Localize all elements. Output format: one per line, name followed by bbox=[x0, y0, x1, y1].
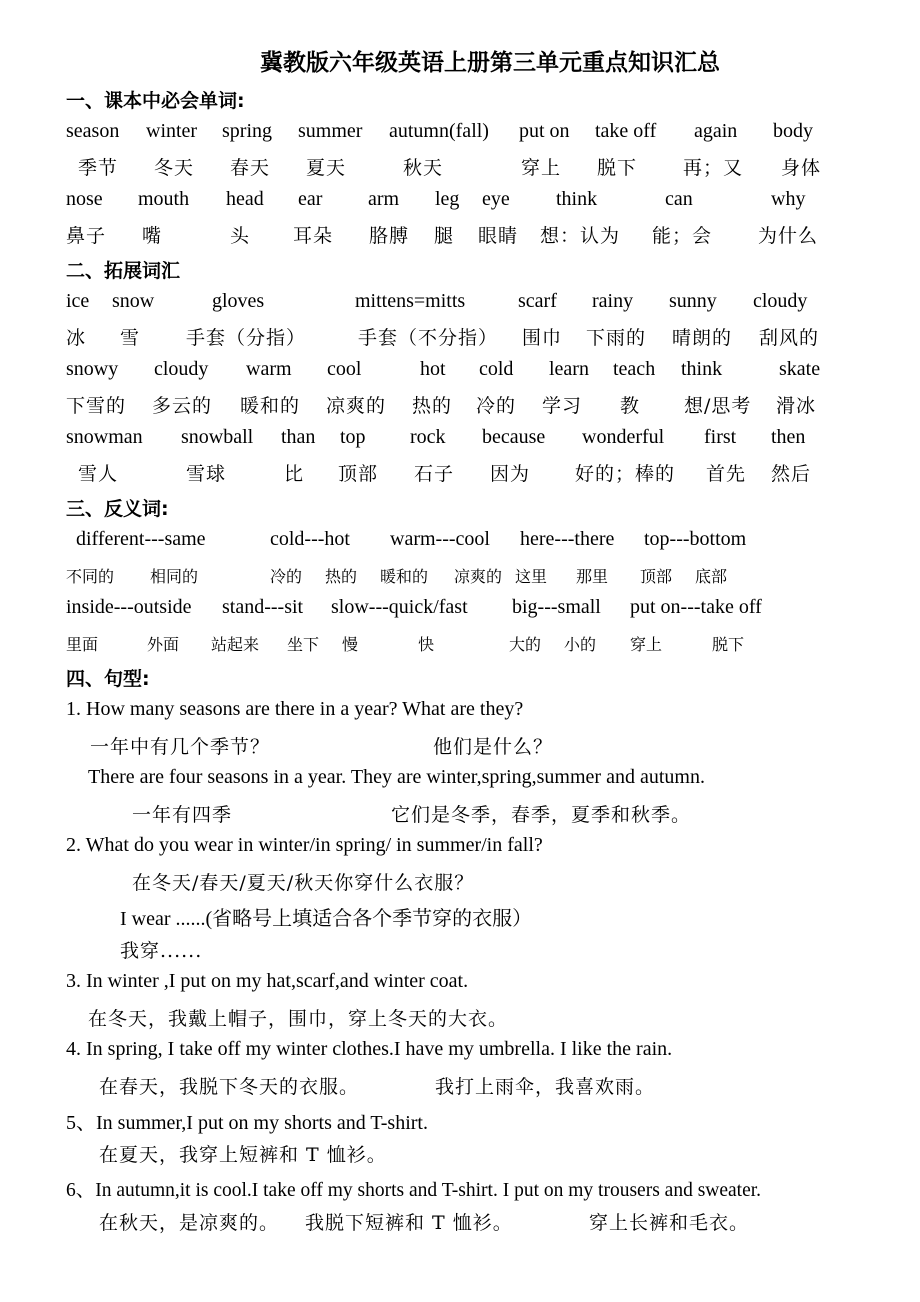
translation: 因为 bbox=[490, 463, 531, 485]
vocab2-zh-row-1 bbox=[0, 323, 920, 353]
antonyms-en-row-2 bbox=[0, 596, 920, 626]
translation: 顶部 bbox=[640, 567, 673, 586]
translation: 手套（分指） bbox=[186, 327, 307, 349]
word: season bbox=[66, 120, 120, 142]
word: why bbox=[771, 188, 806, 210]
translation: 雪人 bbox=[78, 463, 119, 485]
translation: 腿 bbox=[434, 225, 455, 247]
vocab2-en-row-2 bbox=[0, 358, 920, 388]
translation: 里面 bbox=[66, 635, 99, 654]
translation: 外面 bbox=[147, 635, 180, 654]
translation: 那里 bbox=[576, 567, 609, 586]
word: winter bbox=[146, 120, 198, 142]
antonym-pair: put on---take off bbox=[630, 596, 762, 618]
sentence-4-zh-b: 我打上雨伞，我喜欢雨。 bbox=[435, 1076, 656, 1098]
word: again bbox=[694, 120, 738, 142]
sentence-6-zh-b: 我脱下短裤和 T 恤衫。 bbox=[305, 1212, 513, 1234]
translation: 比 bbox=[284, 463, 305, 485]
word: cold bbox=[479, 358, 514, 380]
translation: 冰 bbox=[66, 327, 87, 349]
word: sunny bbox=[669, 290, 717, 312]
word: mittens=mitts bbox=[355, 290, 466, 312]
vocab2-en-row-1 bbox=[0, 290, 920, 320]
translation: 站起来 bbox=[211, 635, 260, 654]
translation: 底部 bbox=[695, 567, 728, 586]
translation: 嘴 bbox=[142, 225, 163, 247]
antonym-pair: here---there bbox=[520, 528, 615, 550]
word: than bbox=[281, 426, 316, 448]
sentence-2-answer: I wear ......(省略号上填适合各个季节穿的衣服） bbox=[120, 908, 533, 930]
translation: 顶部 bbox=[338, 463, 379, 485]
word: take off bbox=[595, 120, 657, 142]
translation: 冷的 bbox=[270, 567, 303, 586]
translation: 脱下 bbox=[597, 157, 638, 179]
translation: 这里 bbox=[515, 567, 548, 586]
sentence-5-zh: 在夏天，我穿上短裤和 T 恤衫。 bbox=[99, 1144, 387, 1166]
translation: 胳膊 bbox=[369, 225, 410, 247]
word: wonderful bbox=[582, 426, 665, 448]
translation: 首先 bbox=[706, 463, 747, 485]
sentence-3-zh: 在冬天，我戴上帽子，围巾，穿上冬天的大衣。 bbox=[88, 1008, 509, 1030]
translation: 相同的 bbox=[150, 567, 199, 586]
word: can bbox=[665, 188, 693, 210]
vocab2-zh-row-2 bbox=[0, 391, 920, 421]
translation: 想/思考 bbox=[684, 395, 752, 417]
word: cloudy bbox=[753, 290, 808, 312]
word: warm bbox=[246, 358, 292, 380]
word: body bbox=[773, 120, 813, 142]
sentence-2-answer-zh: 我穿...... bbox=[120, 940, 203, 962]
word: mouth bbox=[138, 188, 190, 210]
translation: 热的 bbox=[325, 567, 358, 586]
word: because bbox=[482, 426, 546, 448]
translation: 想：认为 bbox=[540, 225, 621, 247]
translation: 然后 bbox=[771, 463, 812, 485]
sentence-3: 3. In winter ,I put on my hat,scarf,and winter coat. bbox=[66, 970, 469, 992]
word: skate bbox=[779, 358, 821, 380]
section-heading-core-words: 一、课本中必会单词: bbox=[66, 90, 245, 112]
vocab1-en-row-2 bbox=[0, 188, 920, 218]
translation: 眼睛 bbox=[478, 225, 519, 247]
antonym-pair: stand---sit bbox=[222, 596, 304, 618]
section-heading-sentence-patterns: 四、句型: bbox=[66, 668, 150, 690]
word: eye bbox=[482, 188, 510, 210]
sentence-4: 4. In spring, I take off my winter clothes.I have my umbrella. I like the rain. bbox=[66, 1038, 673, 1060]
translation: 再；又 bbox=[683, 157, 744, 179]
word: snowy bbox=[66, 358, 119, 380]
word: hot bbox=[420, 358, 446, 380]
word: spring bbox=[222, 120, 272, 142]
translation: 晴朗的 bbox=[672, 327, 733, 349]
vocab2-en-row-3 bbox=[0, 426, 920, 456]
word: scarf bbox=[518, 290, 557, 312]
word: learn bbox=[549, 358, 589, 380]
sentence-4-zh-a: 在春天，我脱下冬天的衣服。 bbox=[99, 1076, 360, 1098]
translation: 教 bbox=[620, 395, 641, 417]
translation: 好的；棒的 bbox=[575, 463, 676, 485]
translation: 刮风的 bbox=[759, 327, 820, 349]
antonyms-en-row-1 bbox=[0, 528, 920, 558]
word: first bbox=[704, 426, 737, 448]
word: snowman bbox=[66, 426, 143, 448]
sentence-1-question-zh-b: 他们是什么？ bbox=[433, 736, 554, 758]
translation: 石子 bbox=[414, 463, 455, 485]
word: summer bbox=[298, 120, 363, 142]
translation: 大的 bbox=[509, 635, 542, 654]
translation: 学习 bbox=[542, 395, 583, 417]
antonym-pair: big---small bbox=[512, 596, 601, 618]
word: arm bbox=[368, 188, 400, 210]
antonyms-zh-row-2 bbox=[0, 632, 920, 662]
translation: 坐下 bbox=[287, 635, 320, 654]
antonym-pair: top---bottom bbox=[644, 528, 747, 550]
sentence-1-answer-zh-b: 它们是冬季，春季，夏季和秋季。 bbox=[391, 804, 692, 826]
translation: 能；会 bbox=[652, 225, 713, 247]
sentence-1-answer-zh-a: 一年有四季 bbox=[132, 804, 233, 826]
word: ice bbox=[66, 290, 90, 312]
translation: 凉爽的 bbox=[454, 567, 503, 586]
sentence-2-question-zh: 在冬天/春天/夏天/秋天你穿什么衣服？ bbox=[132, 872, 475, 894]
antonym-pair: slow---quick/fast bbox=[331, 596, 468, 618]
word: gloves bbox=[212, 290, 265, 312]
word: teach bbox=[613, 358, 656, 380]
sentence-6: 6、In autumn,it is cool.I take off my shorts and T-shirt. I put on my trousers and sweater. bbox=[66, 1180, 762, 1201]
sentence-2-question: 2. What do you wear in winter/in spring/ in summer/in fall? bbox=[66, 834, 543, 856]
sentence-1-answer: There are four seasons in a year. They are winter,spring,summer and autumn. bbox=[88, 766, 705, 788]
translation: 为什么 bbox=[758, 225, 819, 247]
word: rock bbox=[410, 426, 446, 448]
word: rainy bbox=[592, 290, 634, 312]
translation: 脱下 bbox=[712, 635, 745, 654]
translation: 不同的 bbox=[66, 567, 115, 586]
translation: 季节 bbox=[78, 157, 119, 179]
antonyms-zh-row-1 bbox=[0, 564, 920, 594]
translation: 雪球 bbox=[186, 463, 227, 485]
sentence-1-question-zh-a: 一年中有几个季节？ bbox=[90, 736, 271, 758]
word: put on bbox=[519, 120, 570, 142]
vocab1-zh-row-1 bbox=[0, 153, 920, 183]
word: top bbox=[340, 426, 366, 448]
word: autumn(fall) bbox=[389, 120, 489, 142]
section-heading-antonyms: 三、反义词: bbox=[66, 498, 169, 520]
translation: 雪 bbox=[120, 327, 141, 349]
translation: 快 bbox=[418, 635, 435, 654]
translation: 暖和的 bbox=[380, 567, 429, 586]
translation: 头 bbox=[230, 225, 251, 247]
translation: 冬天 bbox=[154, 157, 195, 179]
antonym-pair: different---same bbox=[76, 528, 206, 550]
word: leg bbox=[435, 188, 460, 210]
word: snow bbox=[112, 290, 155, 312]
vocab1-en-row-1 bbox=[0, 120, 920, 150]
word: then bbox=[771, 426, 806, 448]
translation: 冷的 bbox=[476, 395, 517, 417]
section-heading-extended-words: 二、拓展词汇 bbox=[66, 260, 181, 282]
translation: 多云的 bbox=[152, 395, 213, 417]
vocab2-zh-row-3 bbox=[0, 459, 920, 489]
translation: 春天 bbox=[230, 157, 271, 179]
word: cloudy bbox=[154, 358, 209, 380]
translation: 耳朵 bbox=[293, 225, 334, 247]
sentence-1-question: 1. How many seasons are there in a year? What are they? bbox=[66, 698, 524, 720]
translation: 鼻子 bbox=[66, 225, 107, 247]
word: head bbox=[226, 188, 264, 210]
vocab1-zh-row-2 bbox=[0, 221, 920, 251]
word: think bbox=[681, 358, 723, 380]
translation: 下雨的 bbox=[586, 327, 647, 349]
word: nose bbox=[66, 188, 103, 210]
translation: 慢 bbox=[342, 635, 359, 654]
translation: 围巾 bbox=[522, 327, 563, 349]
translation: 手套（不分指） bbox=[358, 327, 499, 349]
antonym-pair: inside---outside bbox=[66, 596, 192, 618]
translation: 身体 bbox=[781, 157, 822, 179]
translation: 暖和的 bbox=[240, 395, 301, 417]
sentence-6-zh-a: 在秋天，是凉爽的。 bbox=[99, 1212, 280, 1234]
translation: 穿上 bbox=[521, 157, 562, 179]
sentence-6-zh-c: 穿上长裤和毛衣。 bbox=[589, 1212, 750, 1234]
word: cool bbox=[327, 358, 362, 380]
translation: 滑冰 bbox=[776, 395, 817, 417]
page-title: 冀教版六年级英语上册第三单元重点知识汇总 bbox=[260, 50, 720, 76]
translation: 秋天 bbox=[403, 157, 444, 179]
translation: 热的 bbox=[412, 395, 453, 417]
translation: 凉爽的 bbox=[326, 395, 387, 417]
translation: 下雪的 bbox=[66, 395, 127, 417]
translation: 夏天 bbox=[306, 157, 347, 179]
word: ear bbox=[298, 188, 323, 210]
word: snowball bbox=[181, 426, 254, 448]
translation: 穿上 bbox=[630, 635, 663, 654]
antonym-pair: cold---hot bbox=[270, 528, 350, 550]
word: think bbox=[556, 188, 598, 210]
antonym-pair: warm---cool bbox=[390, 528, 490, 550]
sentence-5: 5、In summer,I put on my shorts and T-shirt. bbox=[66, 1112, 428, 1134]
translation: 小的 bbox=[564, 635, 597, 654]
